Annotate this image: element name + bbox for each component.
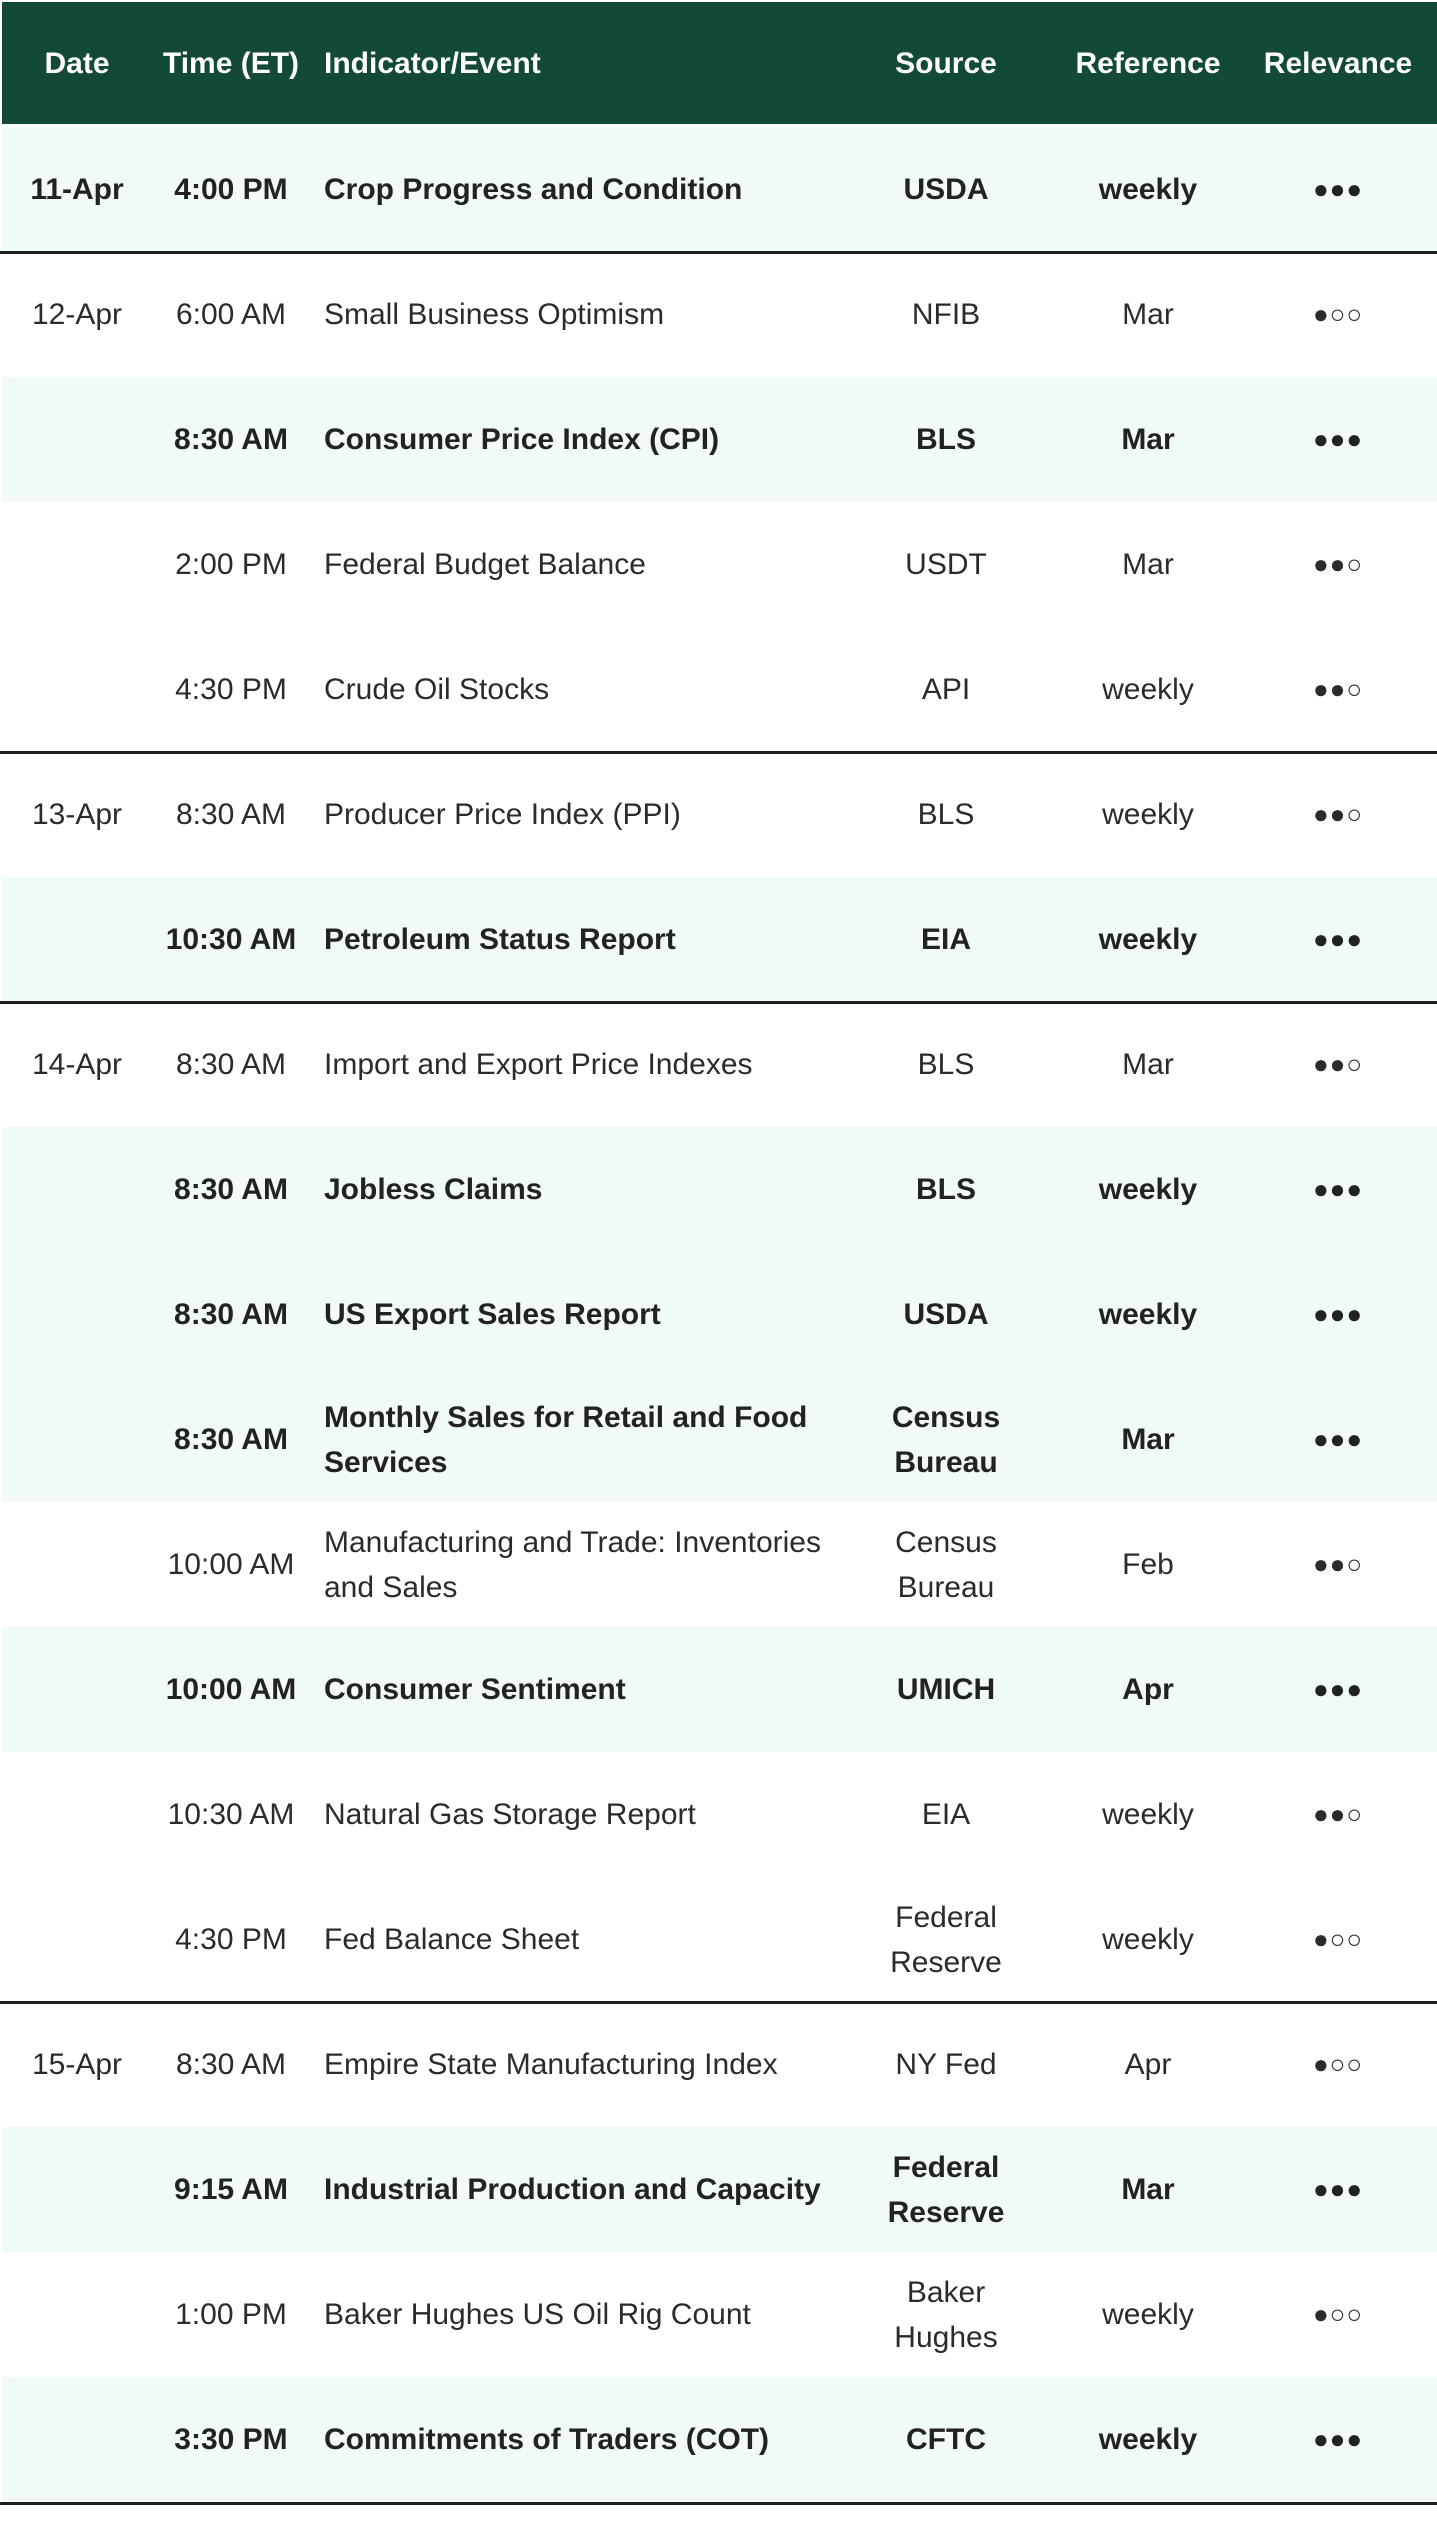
row-source: UMICH <box>896 1673 996 1706</box>
row-time: 10:30 AM <box>165 923 297 956</box>
row-source: BLS <box>917 1048 975 1081</box>
table-row <box>2 252 1437 377</box>
row-reference: weekly <box>1098 173 1198 206</box>
row-date <box>2 2127 152 2252</box>
row-relevance: ●●● <box>1312 2174 1364 2204</box>
row-time: 8:30 AM <box>174 1423 288 1456</box>
row-time: 8:30 AM <box>174 1298 288 1331</box>
table-row <box>2 2002 1437 2127</box>
row-reference: weekly <box>1098 1173 1198 1206</box>
row-time: 3:30 PM <box>174 2423 288 2456</box>
row-time: 8:30 AM <box>175 798 287 831</box>
row-date: 15-Apr <box>31 2048 123 2081</box>
table-row <box>2 877 1437 1002</box>
row-source: Federal Reserve <box>887 2150 1005 2229</box>
row-indicator: Producer Price Index (PPI) <box>324 798 681 831</box>
row-relevance: ●●● <box>1312 1674 1364 1704</box>
table-row <box>2 2252 1437 2377</box>
row-source: BLS <box>916 1173 976 1206</box>
table-row <box>2 627 1437 752</box>
row-date <box>2 502 152 627</box>
row-indicator: Baker Hughes US Oil Rig Count <box>324 2298 751 2331</box>
row-reference: weekly <box>1102 2298 1194 2331</box>
row-source: NY Fed <box>895 2048 997 2081</box>
row-source: Baker Hughes <box>894 2275 998 2354</box>
row-date <box>2 1877 152 2002</box>
row-date <box>2 1252 152 1377</box>
table-row <box>2 1252 1437 1377</box>
row-indicator: Natural Gas Storage Report <box>324 1798 696 1831</box>
header-source: Source <box>895 46 997 80</box>
row-relevance: ●●● <box>1312 2424 1364 2454</box>
row-date <box>2 377 152 502</box>
row-reference: weekly <box>1098 2423 1198 2456</box>
row-source: USDA <box>903 173 989 206</box>
row-date <box>2 2377 152 2502</box>
row-indicator: Fed Balance Sheet <box>324 1923 580 1956</box>
row-reference: weekly <box>1102 798 1194 831</box>
row-relevance: ●●● <box>1312 924 1364 954</box>
row-reference: weekly <box>1098 923 1198 956</box>
row-source: Federal Reserve <box>890 1900 1002 1979</box>
header-relevance: Relevance <box>1263 46 1413 80</box>
row-relevance: ●●● <box>1312 1299 1364 1329</box>
row-relevance: ●○○ <box>1312 299 1364 329</box>
row-reference: Mar <box>1122 298 1174 331</box>
row-date <box>2 1127 152 1252</box>
table-row <box>2 1752 1437 1877</box>
row-indicator: Crop Progress and Condition <box>324 173 743 206</box>
row-reference: Mar <box>1122 548 1174 581</box>
row-reference: weekly <box>1098 1298 1198 1331</box>
table-row <box>2 1002 1437 1127</box>
row-relevance: ●●● <box>1312 174 1364 204</box>
row-indicator: Consumer Sentiment <box>324 1673 626 1706</box>
row-source: USDT <box>905 548 987 581</box>
row-source: CFTC <box>906 2423 986 2456</box>
row-reference: weekly <box>1102 1923 1194 1956</box>
row-reference: Mar <box>1121 2173 1175 2206</box>
table-row <box>2 502 1437 627</box>
row-date: 12-Apr <box>31 298 123 331</box>
row-source: Census Bureau <box>895 1525 997 1604</box>
row-time: 8:30 AM <box>175 2048 287 2081</box>
date-separator <box>0 2502 1437 2505</box>
row-indicator: Petroleum Status Report <box>324 923 676 956</box>
row-source: Census Bureau <box>891 1400 1001 1479</box>
row-relevance: ●●○ <box>1312 799 1364 829</box>
table-row <box>2 1502 1437 1627</box>
row-relevance: ●●● <box>1312 1424 1364 1454</box>
row-date: 11-Apr <box>30 173 124 206</box>
row-reference: Apr <box>1124 2048 1172 2081</box>
row-time: 6:00 AM <box>175 298 287 331</box>
row-indicator: US Export Sales Report <box>324 1298 661 1331</box>
row-indicator: Import and Export Price Indexes <box>324 1048 753 1081</box>
row-indicator: Monthly Sales for Retail and Food Services <box>324 1400 808 1479</box>
header-reference: Reference <box>1075 46 1221 80</box>
row-source: EIA <box>920 923 971 956</box>
row-reference: Mar <box>1122 1048 1174 1081</box>
row-indicator: Crude Oil Stocks <box>324 673 550 706</box>
row-time: 10:30 AM <box>167 1798 295 1831</box>
row-reference: Apr <box>1122 1673 1174 1706</box>
row-time: 2:00 PM <box>175 548 287 581</box>
row-date <box>2 1377 152 1502</box>
table-row <box>2 1877 1437 2002</box>
table-row <box>2 2127 1437 2252</box>
row-source: BLS <box>917 798 975 831</box>
table-header <box>2 2 1437 124</box>
row-date <box>2 627 152 752</box>
row-time: 8:30 AM <box>175 1048 287 1081</box>
row-indicator: Jobless Claims <box>324 1173 543 1206</box>
row-indicator: Federal Budget Balance <box>324 548 646 581</box>
row-indicator: Industrial Production and Capacity <box>324 2173 821 2206</box>
row-indicator: Manufacturing and Trade: Inventories and Sales <box>324 1525 821 1604</box>
row-date <box>2 1502 152 1627</box>
row-time: 10:00 AM <box>167 1548 295 1581</box>
row-time: 4:30 PM <box>175 673 287 706</box>
table-row <box>2 752 1437 877</box>
row-reference: Mar <box>1121 1423 1175 1456</box>
row-relevance: ●●○ <box>1312 1799 1364 1829</box>
row-reference: Mar <box>1121 423 1175 456</box>
row-indicator: Empire State Manufacturing Index <box>324 2048 778 2081</box>
row-time: 10:00 AM <box>165 1673 297 1706</box>
row-source: API <box>921 673 971 706</box>
row-indicator: Commitments of Traders (COT) <box>324 2423 770 2456</box>
row-relevance: ●●○ <box>1312 549 1364 579</box>
row-date <box>2 877 152 1002</box>
row-relevance: ●○○ <box>1312 1924 1364 1954</box>
table-row <box>2 1377 1437 1502</box>
row-source: USDA <box>903 1298 989 1331</box>
table-row <box>2 1627 1437 1752</box>
row-time: 1:00 PM <box>175 2298 287 2331</box>
row-source: BLS <box>916 423 976 456</box>
header-time: Time (ET) <box>162 46 300 80</box>
row-relevance: ●●● <box>1312 1174 1364 1204</box>
row-indicator: Consumer Price Index (CPI) <box>324 423 720 456</box>
row-relevance: ●●○ <box>1312 1049 1364 1079</box>
row-date: 13-Apr <box>31 798 123 831</box>
header-indicator: Indicator/Event <box>324 46 541 80</box>
table-row <box>2 1127 1437 1252</box>
row-relevance: ●○○ <box>1312 2049 1364 2079</box>
table-row <box>2 377 1437 502</box>
row-date <box>2 1627 152 1752</box>
row-source: NFIB <box>911 298 981 331</box>
row-relevance: ●○○ <box>1312 2299 1364 2329</box>
header-date: Date <box>44 46 110 80</box>
row-relevance: ●●○ <box>1312 1549 1364 1579</box>
row-date: 14-Apr <box>31 1048 123 1081</box>
row-date <box>2 2252 152 2377</box>
row-time: 4:00 PM <box>174 173 288 206</box>
row-relevance: ●●● <box>1312 424 1364 454</box>
row-time: 9:15 AM <box>174 2173 288 2206</box>
row-reference: weekly <box>1102 673 1194 706</box>
row-time: 8:30 AM <box>174 423 288 456</box>
table-row <box>2 2377 1437 2502</box>
row-date <box>2 1752 152 1877</box>
row-relevance: ●●○ <box>1312 674 1364 704</box>
row-indicator: Small Business Optimism <box>324 298 665 331</box>
row-time: 8:30 AM <box>174 1173 288 1206</box>
row-source: EIA <box>921 1798 971 1831</box>
row-reference: Feb <box>1122 1548 1174 1581</box>
row-time: 4:30 PM <box>175 1923 287 1956</box>
row-reference: weekly <box>1102 1798 1194 1831</box>
table-row <box>2 127 1437 252</box>
